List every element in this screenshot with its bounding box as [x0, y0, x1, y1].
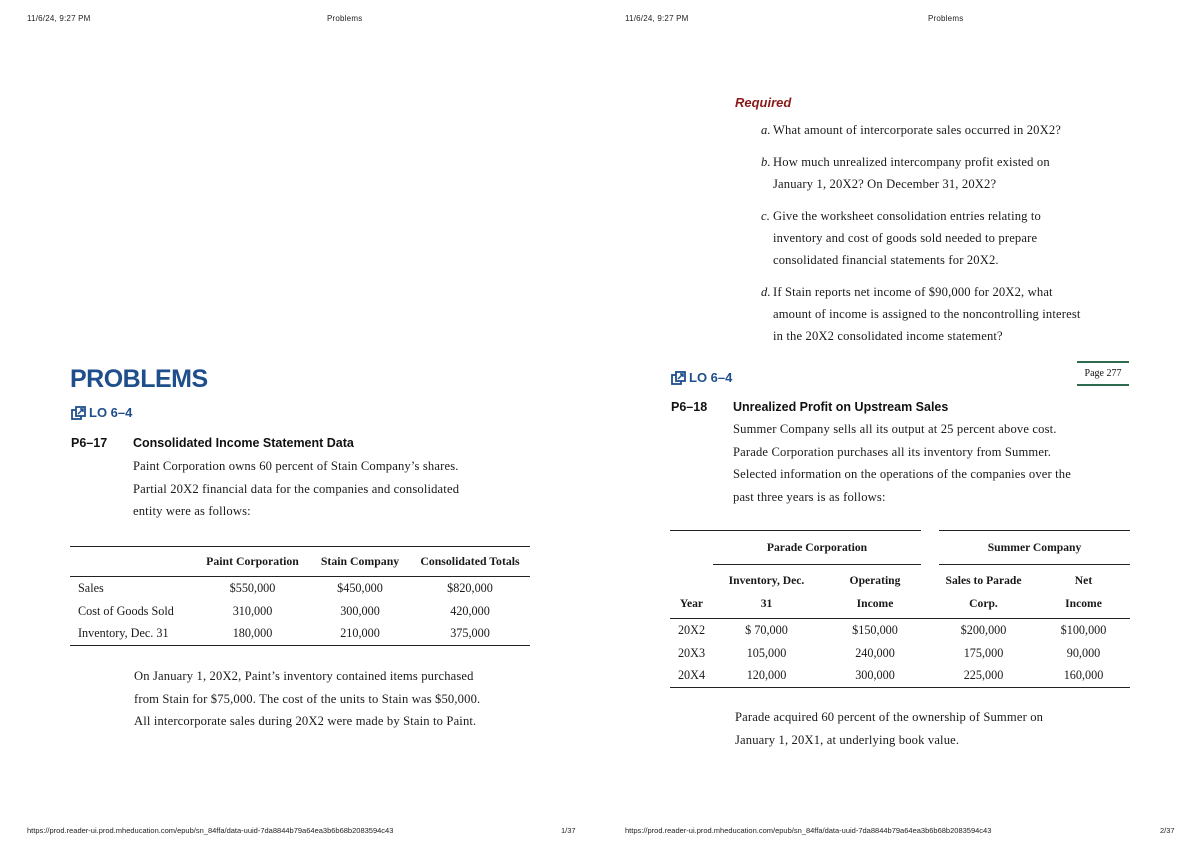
col-header-blank	[70, 547, 195, 577]
question-line: consolidated financial statements for 20X2.	[773, 253, 999, 267]
cell: $100,000	[1060, 622, 1107, 637]
problem-number: P6–18	[671, 400, 708, 414]
question-letter: c.	[761, 209, 771, 223]
table-row	[670, 642, 1130, 665]
intro-line: Partial 20X2 financial data for the companies and consolidated	[133, 481, 460, 496]
cell: 120,000	[746, 668, 787, 683]
external-link-icon	[671, 371, 686, 385]
question-d	[761, 281, 1161, 347]
cell: 300,000	[340, 603, 380, 618]
row-label: Sales	[78, 580, 104, 595]
problem-heading-p6-17	[71, 436, 354, 450]
cell: 420,000	[450, 603, 490, 618]
followup-line: All intercorporate sales during 20X2 were made by Stain to Paint.	[134, 714, 477, 728]
cell: $450,000	[337, 580, 383, 595]
cell: 240,000	[855, 645, 895, 660]
question-letter: d.	[761, 285, 771, 299]
cell: 160,000	[1063, 668, 1104, 683]
question-line: What amount of intercorporate sales occurred in 20X2?	[773, 123, 1062, 137]
followup-line: On January 1, 20X2, Paint’s inventory contained items purchased	[134, 669, 474, 683]
intro-line: Selected information on the operations of the companies over the	[733, 467, 1071, 481]
question-line: If Stain reports net income of $90,000 for 20X2, what	[773, 285, 1053, 299]
col-header-sales-to-parade: Sales to Parade Corp.	[945, 573, 1022, 610]
page-number-badge: Page 277	[1077, 361, 1129, 386]
problem-title: Consolidated Income Statement Data	[133, 436, 354, 450]
footer-left-page: 1/37	[561, 826, 576, 835]
operations-table	[670, 530, 1130, 688]
financial-data-table-wrap	[70, 546, 530, 646]
cell: 225,000	[963, 668, 1004, 683]
cell: 310,000	[232, 603, 273, 618]
intro-line: Summer Company sells all its output at 25 percent above cost.	[733, 422, 1057, 436]
followup-line: from Stain for $75,000. The cost of the units to Stain was $50,000.	[134, 691, 481, 706]
cell: 180,000	[232, 626, 273, 641]
col-header-operating-income: Operating Income	[849, 573, 901, 610]
cell: $820,000	[447, 580, 493, 595]
problem-title: Unrealized Profit on Upstream Sales	[733, 400, 949, 414]
operations-table-wrap	[670, 530, 1130, 688]
financial-data-table	[70, 546, 530, 646]
col-header-year: Year	[679, 597, 704, 610]
cell-year: 20X3	[677, 645, 706, 660]
problem-followup-text	[735, 706, 1135, 751]
question-line: inventory and cost of goods sold needed to prepare	[773, 231, 1038, 245]
intro-line: entity were as follows:	[133, 504, 251, 518]
question-line: How much unrealized intercompany profit existed on	[773, 155, 1050, 169]
table-row	[70, 577, 530, 600]
footer-right-page: 2/37	[1160, 826, 1175, 835]
question-letter: a.	[761, 123, 771, 137]
cell: 105,000	[746, 645, 787, 660]
question-line: amount of income is assigned to the noncontrolling interest	[773, 307, 1081, 321]
cell: $150,000	[852, 622, 898, 637]
cell: 175,000	[963, 645, 1004, 660]
external-link-icon	[71, 406, 86, 420]
question-line: January 1, 20X2? On December 31, 20X2?	[773, 177, 997, 191]
lo-link-right[interactable]	[671, 370, 732, 385]
question-a	[761, 119, 1161, 141]
followup-line: Parade acquired 60 percent of the ownership of Summer on	[735, 710, 1044, 724]
col-header-stain: Stain Company	[320, 554, 400, 568]
table-row	[670, 619, 1130, 642]
cell: $ 70,000	[745, 622, 788, 637]
table-row	[670, 665, 1130, 688]
problem-number: P6–17	[71, 436, 108, 450]
intro-line: Paint Corporation owns 60 percent of Stain Company’s shares.	[133, 459, 459, 473]
col-header-paint: Paint Corporation	[206, 554, 299, 568]
lo-link-left[interactable]	[71, 405, 132, 420]
problem-intro	[733, 418, 1143, 508]
question-b	[761, 151, 1161, 195]
question-line: in the 20X2 consolidated income statement?	[773, 329, 1003, 343]
cell-year: 20X2	[677, 622, 706, 637]
group-header-summer: Summer Company	[930, 531, 1130, 565]
lo-label: LO 6–4	[89, 405, 133, 420]
question-line: Give the worksheet consolidation entries relating to	[773, 209, 1042, 223]
followup-line: January 1, 20X1, at underlying book value.	[735, 732, 960, 747]
cell: $200,000	[960, 622, 1007, 637]
problem-followup-text	[134, 665, 554, 733]
problem-intro	[133, 455, 533, 523]
row-label: Inventory, Dec. 31	[78, 626, 169, 641]
cell: 300,000	[855, 668, 895, 683]
header-left-title: Problems	[327, 14, 363, 23]
intro-line: past three years is as follows:	[733, 489, 886, 504]
table-row	[70, 600, 530, 623]
cell: 90,000	[1066, 645, 1101, 660]
lo-label: LO 6–4	[689, 370, 733, 385]
question-letter: b.	[761, 155, 771, 169]
problem-heading-p6-18	[671, 400, 948, 414]
required-label: Required	[735, 95, 792, 110]
header-right-date: 11/6/24, 9:27 PM	[625, 14, 689, 23]
cell-year: 20X4	[677, 668, 706, 683]
header-right-title: Problems	[928, 14, 964, 23]
col-header-inventory: Inventory, Dec. 31	[728, 573, 805, 610]
footer-right-url[interactable]: https://prod.reader-ui.prod.mheducation.com/epub/sn_84ffa/data-uuid-7da8844b79a64ea3b6b68b2083594c43	[625, 826, 992, 835]
section-title: PROBLEMS	[70, 365, 208, 393]
header-left-date: 11/6/24, 9:27 PM	[27, 14, 91, 23]
col-header-net-income: Net Income	[1065, 573, 1102, 610]
intro-line: Parade Corporation purchases all its inventory from Summer.	[733, 444, 1052, 459]
cell: 375,000	[450, 626, 490, 641]
table-row	[70, 623, 530, 646]
col-header-consolidated: Consolidated Totals	[420, 554, 520, 568]
cell: 210,000	[340, 626, 380, 641]
cell: $550,000	[229, 580, 276, 595]
question-c	[761, 205, 1161, 271]
footer-left-url[interactable]: https://prod.reader-ui.prod.mheducation.com/epub/sn_84ffa/data-uuid-7da8844b79a64ea3b6b68b2083594c43	[27, 826, 394, 835]
row-label: Cost of Goods Sold	[78, 603, 174, 618]
required-questions	[761, 119, 1161, 347]
group-header-parade: Parade Corporation	[713, 531, 930, 565]
